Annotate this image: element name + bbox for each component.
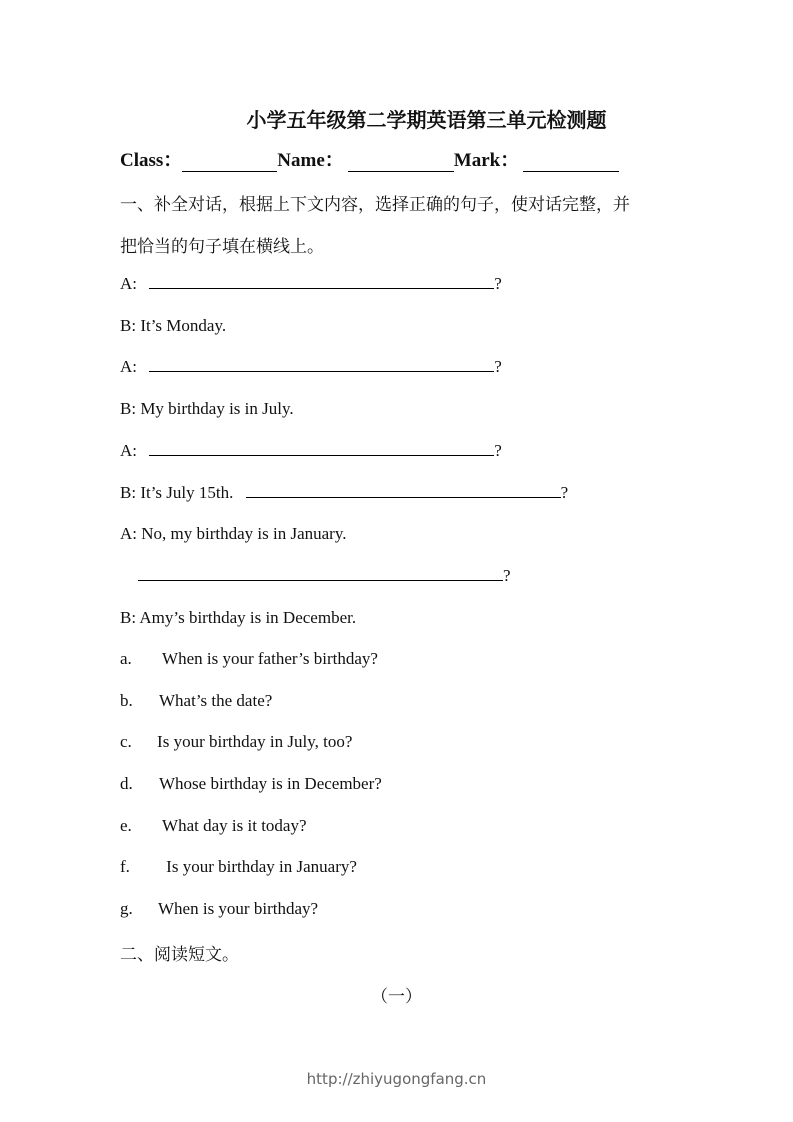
option-letter: e. [120, 816, 132, 835]
dialogue-line [120, 483, 568, 503]
speaker-label: B: [120, 399, 137, 418]
dialogue-line [120, 399, 294, 419]
footer-url[interactable]: http://zhiyugongfang.cn [306, 1070, 487, 1088]
dialogue-line [120, 441, 502, 461]
section1-instruction-line1: 一、补全对话，根据上下文内容，选择正确的句子，使对话完整，并 [120, 195, 630, 215]
question-mark: ? [494, 274, 502, 293]
dialogue-line [120, 608, 356, 628]
option-text: What day is it today? [162, 816, 307, 835]
option-letter: d. [120, 774, 133, 793]
answer-blank[interactable] [138, 566, 503, 581]
speaker-label: B: [120, 608, 137, 627]
question-mark: ? [503, 566, 511, 585]
dialogue-text: It’s Monday. [140, 316, 227, 335]
option-letter: c. [120, 732, 132, 751]
question-mark: ? [494, 357, 502, 376]
option-item [120, 732, 352, 752]
answer-blank[interactable] [149, 357, 494, 372]
page-title: 小学五年级第二学期英语第三单元检测题 [246, 108, 607, 132]
dialogue-line [138, 566, 511, 586]
option-item [120, 857, 357, 877]
dialogue-line [120, 316, 226, 336]
dialogue-line [120, 524, 346, 544]
question-mark: ? [560, 483, 569, 502]
speaker-label: A: [120, 357, 137, 376]
option-letter: b. [120, 691, 133, 710]
dialogue-text: No, my birthday is in January. [141, 524, 347, 543]
option-item [120, 649, 378, 669]
section2-part-label: （一） [371, 987, 422, 1007]
dialogue-text: It’s July 15th. [140, 483, 234, 502]
name-label: Name： [277, 150, 344, 171]
option-item [120, 816, 307, 836]
dialogue-text: My birthday is in July. [140, 399, 294, 418]
answer-blank[interactable] [149, 441, 494, 456]
speaker-label: A: [120, 524, 137, 543]
mark-blank[interactable] [523, 149, 619, 172]
option-text: What’s the date? [159, 691, 273, 710]
option-item [120, 774, 382, 794]
name-blank[interactable] [348, 149, 454, 172]
speaker-label: A: [120, 441, 137, 460]
option-text: Whose birthday is in December? [159, 774, 382, 793]
dialogue-text: Amy’s birthday is in December. [139, 608, 357, 627]
option-item [120, 691, 272, 711]
speaker-label: B: [120, 316, 137, 335]
speaker-label: B: [120, 483, 137, 502]
class-blank[interactable] [182, 149, 277, 172]
answer-blank[interactable] [149, 274, 494, 289]
option-text: Is your birthday in July, too? [157, 732, 353, 751]
option-letter: g. [120, 899, 133, 918]
dialogue-line [120, 357, 502, 377]
class-label: Class： [120, 150, 183, 171]
option-text: When is your birthday? [158, 899, 319, 918]
option-text: When is your father’s birthday? [162, 649, 378, 668]
speaker-label: A: [120, 274, 137, 293]
answer-blank[interactable] [246, 483, 561, 498]
option-letter: a. [120, 649, 132, 668]
section2-heading: 二、阅读短文。 [120, 945, 239, 965]
dialogue-line [120, 274, 502, 294]
option-text: Is your birthday in January? [166, 857, 357, 876]
mark-label: Mark： [453, 150, 520, 171]
option-letter: f. [120, 857, 130, 876]
student-info-header [120, 145, 619, 172]
option-item [120, 899, 318, 919]
section1-instruction-line2: 把恰当的句子填在横线上。 [120, 237, 324, 257]
question-mark: ? [494, 441, 502, 460]
